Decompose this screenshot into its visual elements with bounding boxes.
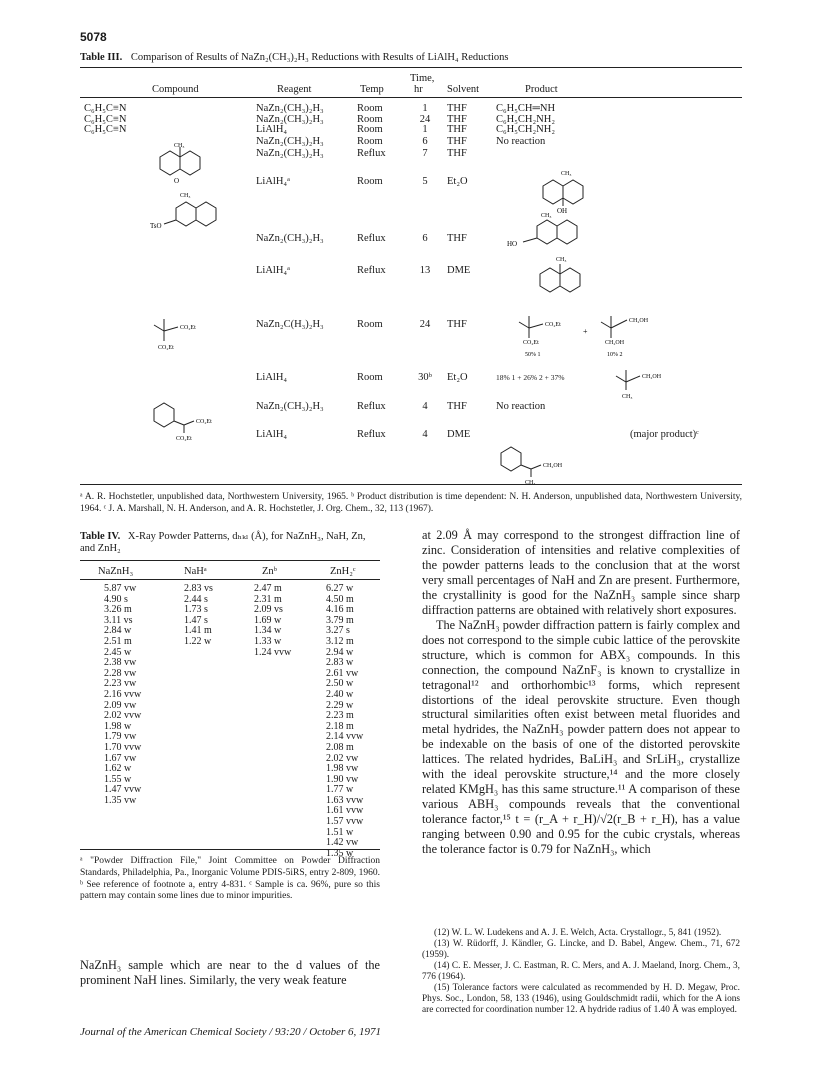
table-cell: 1.35 vw (104, 794, 137, 806)
table3-caption (80, 52, 508, 64)
table3-header-rule (80, 97, 742, 98)
t3-cell-solvent: DME (447, 429, 471, 440)
t3-cell-solvent: THF (447, 401, 467, 412)
table-cell: 2.31 m (254, 593, 282, 605)
svg-text:CO₂Et: CO₂Et (158, 345, 174, 351)
t3-cell-reagent: NaZn₂C(H₃)₂H₃ (256, 319, 324, 330)
svg-text:CO₂Et: CO₂Et (196, 419, 212, 425)
struct-label-ch3: CH₃ (174, 143, 185, 149)
table-cell: 1.90 vw (326, 773, 359, 785)
t3-cell-solvent: THF (447, 103, 467, 114)
methyl-decalin-structure (532, 254, 592, 300)
t3-cell-reagent: LiAlH₄ (256, 429, 288, 440)
t3-header-time-unit: hr (414, 84, 423, 95)
table-cell: 3.12 m (326, 635, 354, 647)
table-cell: 4.50 m (326, 593, 354, 605)
table-cell: 2.29 w (326, 699, 354, 711)
table-cell: 3.27 s (326, 625, 350, 637)
t3-cell-time: 24 (419, 114, 431, 125)
svg-text:CH₃: CH₃ (541, 213, 552, 219)
table-cell: 1.57 vvw (326, 816, 364, 828)
t3-header-time: Time, (410, 73, 435, 84)
table-cell: 3.79 m (326, 614, 354, 626)
table-cell: 4.16 m (326, 604, 354, 616)
table-cell: 2.02 vw (326, 752, 359, 764)
table-cell: 1.77 w (326, 784, 354, 796)
svg-text:+: + (583, 327, 588, 336)
cyclohexyl-alcohol-structure (497, 443, 587, 485)
table-cell: 1.33 w (254, 635, 282, 647)
t3-cell-temp: Reflux (357, 429, 386, 440)
table-cell: 2.44 s (184, 593, 208, 605)
t3-cell-temp: Room (357, 124, 383, 135)
t3-cell-solvent: THF (447, 136, 467, 147)
table-cell: 1.98 w (104, 720, 132, 732)
table-cell: 1.34 w (254, 625, 282, 637)
svg-text:CH₂OH: CH₂OH (605, 340, 625, 346)
t3-cell-reagent: NaZn₂(CH₃)₂H₃ (256, 401, 324, 412)
t4-header-zn: Znᵇ (262, 566, 277, 577)
table-cell: 1.70 vvw (104, 741, 142, 753)
table-cell: 2.09 vw (104, 699, 137, 711)
svg-text:CH₃: CH₃ (622, 394, 633, 400)
right-paragraph-1: at 2.09 Å may correspond to the strongest diffraction line of zinc. Consideration of intensities and relative complexities of the powder patterns leads to the conclusion that at the worst very small percentages of NaH and Zn are present. Furthermore, the crystallinity is good for the NaZnH₃ sample since sharp diffraction patterns are obtained with relatively short exposures. (422, 528, 740, 617)
t3-cell-solvent: THF (447, 124, 467, 135)
table-cell: 2.50 w (326, 678, 354, 690)
table-cell: 2.40 w (326, 688, 354, 700)
cyclohexyl-diester-structure (150, 399, 230, 441)
t3-cell-product: No reaction (496, 401, 546, 412)
t4-column-zn (254, 584, 291, 658)
diester-structure (150, 313, 220, 353)
table-cell: 2.38 vw (104, 657, 137, 669)
table-cell: 1.42 vw (326, 837, 359, 849)
t3-cell-temp: Room (357, 114, 383, 125)
t3-cell-temp: Reflux (357, 148, 386, 159)
table-cell: 1.79 vw (104, 731, 137, 743)
t3-cell-time: 6 (422, 136, 428, 147)
t3-cell-product: C₆H₅CH₂NH₂ (496, 114, 555, 125)
products-structure (515, 308, 685, 360)
table-cell: 1.69 w (254, 614, 282, 626)
t4-column-nah (184, 584, 213, 648)
table4-bottom-rule (80, 849, 380, 850)
table-cell: 2.84 w (104, 625, 132, 637)
t3-cell-time: 6 (422, 233, 428, 244)
table-cell: 2.83 w (326, 657, 354, 669)
table-cell: 1.47 s (184, 614, 208, 626)
svg-text:CH₃: CH₃ (525, 480, 536, 485)
alcohol-product-structure (612, 366, 692, 400)
svg-text:TsO: TsO (150, 222, 162, 230)
table-cell: 2.45 w (104, 646, 132, 658)
t3-cell-temp: Room (357, 136, 383, 147)
t3-cell-reagent: NaZn₂(CH₃)₂H₃ (256, 136, 324, 147)
t3-cell-compound: C₆H₅C≡N (84, 124, 127, 135)
table-cell: 1.47 vvw (104, 784, 142, 796)
t3-cell-time: 1 (422, 103, 428, 114)
table-cell: 2.18 m (326, 720, 354, 732)
svg-text:CO₂Et: CO₂Et (180, 325, 196, 331)
table-cell: 2.23 m (326, 710, 354, 722)
table-cell: 1.98 vw (326, 763, 359, 775)
t3-cell-time: 30ᵇ (418, 372, 432, 383)
table-cell: 1.63 vvw (326, 794, 364, 806)
t3-cell-time: 7 (422, 148, 428, 159)
t3-cell-product: (major product)ᶜ (630, 429, 699, 440)
svg-text:CO₂Et: CO₂Et (545, 322, 561, 328)
reference-13: (13) W. Rüdorff, J. Kändler, G. Lincke, and D. Babel, Angew. Chem., 71, 672 (1959). (422, 939, 740, 960)
journal-footer: Journal of the American Chemical Society / 93:20 / October 6, 1971 (80, 1026, 382, 1038)
t3-cell-time: 13 (419, 265, 431, 276)
table-cell: 2.51 m (104, 635, 132, 647)
t4-column-znh2 (326, 584, 363, 859)
table-cell: 2.23 vw (104, 678, 137, 690)
table-cell: 2.83 vs (184, 583, 213, 594)
table-cell: 1.51 w (326, 826, 354, 838)
t3-cell-reagent: NaZn₂(CH₃)₂H₃ (256, 103, 324, 114)
t3-cell-time: 5 (422, 176, 428, 187)
t3-cell-solvent: THF (447, 319, 467, 330)
svg-text:HO: HO (507, 240, 518, 248)
t3-cell-product: 18% 1 + 26% 2 + 37% (496, 373, 565, 382)
table-cell: 1.67 vw (104, 752, 137, 764)
t3-header-reagent: Reagent (277, 84, 312, 95)
t3-cell-solvent: THF (447, 114, 467, 125)
t3-cell-reagent: LiAlH₄ (256, 372, 288, 383)
decalinol-structure (535, 168, 591, 214)
svg-text:CH₃: CH₃ (561, 171, 572, 177)
t3-cell-solvent: THF (447, 148, 467, 159)
t3-cell-product: C₆H₅CH═NH (496, 103, 556, 114)
table-cell: 1.35 w (326, 847, 354, 859)
table3-caption-text: Comparison of Results of NaZn₂(CH₃)₂H₃ Reductions with Results of LiAlH₄ Reductions (130, 52, 509, 63)
t3-cell-temp: Room (357, 103, 383, 114)
svg-text:CH₃: CH₃ (556, 257, 567, 263)
t3-cell-temp: Room (357, 372, 383, 383)
table-cell: 3.26 m (104, 604, 132, 616)
left-lower-paragraph: NaZnH₃ sample which are near to the d values of the prominent NaH lines. Similarly, the very weak feature (80, 958, 380, 987)
svg-text:CO₂Et: CO₂Et (523, 340, 539, 346)
t4-header-nah: NaHᵃ (184, 566, 207, 577)
svg-text:CH₂OH: CH₂OH (629, 318, 649, 324)
t3-header-product: Product (525, 84, 558, 95)
t3-cell-temp: Room (357, 176, 383, 187)
table-cell: 2.16 vvw (104, 688, 142, 700)
table-cell: 5.87 vw (104, 583, 137, 594)
table-cell: 2.09 vs (254, 604, 283, 616)
table4-top-rule (80, 560, 380, 561)
t3-cell-reagent: LiAlH₄ᵃ (256, 176, 290, 187)
t3-cell-solvent: Et₂O (447, 372, 468, 383)
svg-text:OH: OH (557, 207, 568, 214)
table-cell: 3.11 vs (104, 614, 133, 626)
reference-15: (15) Tolerance factors were calculated as recommended by H. D. Megaw, Proc. Phys. Soc., London, 58, 133 (1946), using Gouldschmidt radii, which for the A ions are corrected for coordination number 12. A hydride radius of 1.40 Å was employed. (422, 983, 740, 1015)
table-cell: 2.61 vw (326, 667, 359, 679)
table-cell: 2.47 m (254, 583, 282, 594)
table4-footnotes: ᵃ "Powder Diffraction File," Joint Committee on Powder Diffraction Standards, Philadelphia, Pa., Inorganic Volume PDIS-5iRS, entry 2-809, 1960. ᵇ See reference of footnote a, entry 4-831. ᶜ Sample is ca. 96%, pure so this pattern may contain some lines due to minor impurities. (80, 856, 380, 902)
t3-cell-product: No reaction (496, 136, 546, 147)
table-cell: 2.14 vvw (326, 731, 364, 743)
t3-cell-temp: Room (357, 319, 383, 330)
svg-text:CH₃: CH₃ (180, 193, 191, 199)
table-cell: 1.41 m (184, 625, 212, 637)
decalin-ketone-structure (150, 143, 210, 185)
svg-text:O: O (174, 177, 180, 185)
t3-cell-reagent: NaZn₂(CH₃)₂H₃ (256, 114, 324, 125)
page-number: 5078 (80, 30, 107, 44)
t4-header-znh2: ZnH₂ᶜ (330, 566, 356, 577)
table3-caption-label: Table III. (80, 52, 123, 63)
t4-column-naznh3 (104, 584, 141, 806)
t3-cell-temp: Reflux (357, 401, 386, 412)
svg-text:50% 1: 50% 1 (525, 352, 541, 358)
t3-cell-reagent: LiAlH₄ (256, 124, 288, 135)
table-cell: 1.55 w (104, 773, 132, 785)
t3-cell-product: C₆H₅CH₂NH₂ (496, 124, 555, 135)
t3-cell-solvent: Et₂O (447, 176, 468, 187)
references (422, 928, 740, 1016)
svg-text:10% 2: 10% 2 (607, 352, 623, 358)
table-cell: 2.02 vvw (104, 710, 142, 722)
svg-text:CO₂Et: CO₂Et (176, 436, 192, 441)
table3-footnotes: ᵃ A. R. Hochstetler, unpublished data, Northwestern University, 1965. ᵇ Product distribution is time dependent: N. H. Anderson, unpublished data, Northwestern University, 1964. ᶜ J. A. Marshall, N. H. Anderson, and A. R. Hochstetler, J. Org. Chem., 32, 113 (1967). (80, 492, 742, 514)
table3-top-rule (80, 67, 742, 68)
table-cell: 4.90 s (104, 593, 128, 605)
t3-cell-temp: Reflux (357, 265, 386, 276)
t3-cell-solvent: DME (447, 265, 471, 276)
table4-caption-label: Table IV. (80, 531, 121, 542)
hydroxy-decalin-structure (497, 210, 587, 252)
t3-cell-reagent: NaZn₂(CH₃)₂H₃ (256, 148, 324, 159)
t3-header-compound: Compound (152, 84, 199, 95)
reference-12: (12) W. L. W. Ludekens and A. J. E. Welch, Acta. Crystallogr., 5, 841 (1952). (434, 928, 722, 938)
table-cell: 1.24 vvw (254, 646, 292, 658)
t3-cell-reagent: LiAlH₄ᵃ (256, 265, 290, 276)
t3-cell-reagent: NaZn₂(CH₃)₂H₃ (256, 233, 324, 244)
table-cell: 2.28 vw (104, 667, 137, 679)
tosylate-structure (150, 190, 230, 234)
table-cell: 6.27 w (326, 583, 354, 594)
table4-caption-text: X-Ray Powder Patterns, dₕₖₗ (Å), for NaZnH₃, NaH, Zn, and ZnH₂ (80, 531, 366, 554)
t3-cell-time: 4 (422, 401, 428, 412)
svg-text:CH₂OH: CH₂OH (642, 374, 662, 380)
table-cell: 2.94 w (326, 646, 354, 658)
right-paragraph-2: The NaZnH₃ powder diffraction pattern is fairly complex and does not correspond to the simple cubic lattice of the perovskite structure, which is common for ABX₃ compounds. In this connection, the compound NaZnF₃ is known to crystallize in tetragonal¹² and orthorhombic¹³ forms, which represent distortions of the ideal perovskite structure. Even though structural similarities often exist between metal fluorides and metal hydrides, the NaZnH₃ powder pattern does not appear to be indexable on the basis of one of the distorted perovskite lattices. The related hydrides, BaLiH₃ and SrLiH₃, crystallize with the ideal perovskite structure,¹⁴ and the more closely related KMgH₃ has this same structure.¹¹ A comparison of these various ABH₃ compounds reveals that the conventional tolerance factor,¹⁵ t = (r_A + r_H)/√2(r_B + r_H), has a value ranging between 0.90 and 0.95 for the cubic crystals, whereas the tolerance factor is 0.79 for NaZnH₃, which (422, 618, 740, 856)
t3-cell-temp: Reflux (357, 233, 386, 244)
table3-bottom-rule (80, 484, 742, 485)
table-cell: 1.73 s (184, 604, 208, 616)
t4-header-naznh3: NaZnH₃ (98, 566, 134, 577)
table-cell: 1.62 w (104, 763, 132, 775)
t3-cell-time: 1 (422, 124, 428, 135)
t3-header-solvent: Solvent (447, 84, 480, 95)
t3-cell-compound: C₆H₅C≡N (84, 103, 127, 114)
t3-cell-compound: C₆H₅C≡N (84, 114, 127, 125)
t3-cell-solvent: THF (447, 233, 467, 244)
t3-cell-time: 4 (422, 429, 428, 440)
table-cell: 1.22 w (184, 635, 212, 647)
t3-cell-time: 24 (419, 319, 431, 330)
table-cell: 2.08 m (326, 741, 354, 753)
table4-header-rule (80, 579, 380, 580)
table-cell: 1.61 vvw (326, 805, 364, 817)
table4-caption (80, 531, 380, 555)
t3-header-temp: Temp (360, 84, 384, 95)
svg-text:CH₂OH: CH₂OH (543, 463, 563, 469)
reference-14: (14) C. E. Messer, J. C. Eastman, R. C. Mers, and A. J. Maeland, Inorg. Chem., 3, 776 (1964). (422, 961, 740, 982)
